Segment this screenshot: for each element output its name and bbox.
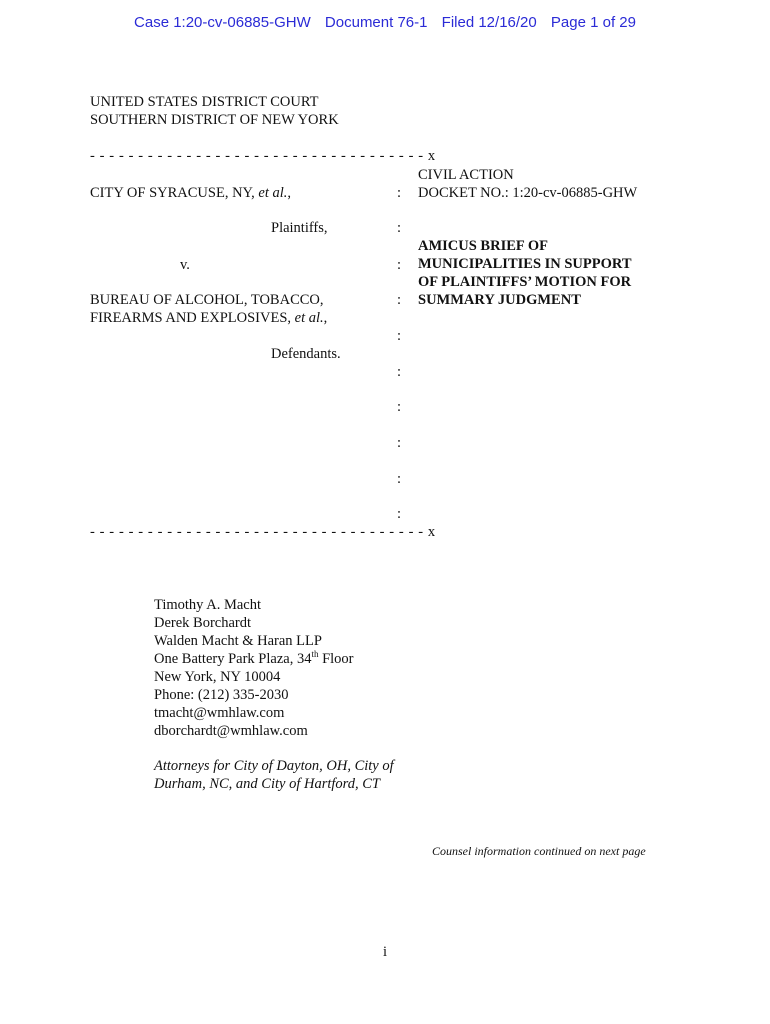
defendant-name-line1: BUREAU OF ALCOHOL, TOBACCO, [90, 292, 324, 308]
docket-number: DOCKET NO.: 1:20-cv-06885-GHW [418, 185, 638, 201]
brief-title-line: AMICUS BRIEF OF [418, 238, 548, 254]
attorneys-for-line1: Attorneys for City of Dayton, OH, City of [154, 758, 394, 774]
counsel-name: Timothy A. Macht [154, 597, 262, 613]
court-name-line1: UNITED STATES DISTRICT COURT [90, 94, 319, 110]
brief-title-line: MUNICIPALITIES IN SUPPORT [418, 256, 632, 272]
caption-colon: : [397, 292, 402, 308]
page-indicator: Page 1 of 29 [550, 14, 636, 31]
caption-colon: : [397, 506, 402, 522]
continued-note: Counsel information continued on next page [432, 844, 646, 858]
court-name-line2: SOUTHERN DISTRICT OF NEW YORK [90, 112, 339, 128]
defendants-label: Defendants. [271, 346, 341, 362]
defendant-name-line2: FIREARMS AND EXPLOSIVES, et al., [90, 310, 328, 326]
caption-divider-top: - - - - - - - - - - - - - - - - - - - - - - - - - - - - - - - - - - - x [90, 148, 436, 164]
counsel-email: dborchardt@wmhlaw.com [154, 723, 308, 739]
caption-colon: : [397, 257, 402, 273]
counsel-firm: Walden Macht & Haran LLP [154, 633, 322, 649]
versus: v. [180, 257, 190, 273]
counsel-address: One Battery Park Plaza, 34th Floor [154, 649, 354, 667]
plaintiffs-label: Plaintiffs, [271, 220, 328, 236]
caption-colon: : [397, 399, 402, 415]
counsel-phone: Phone: (212) 335-2030 [154, 687, 289, 703]
caption-colon: : [397, 185, 402, 201]
case-number: Case 1:20-cv-06885-GHW [134, 14, 311, 31]
plaintiff-et-al: et al. [258, 185, 288, 201]
page-number: i [383, 944, 388, 960]
defendant-et-al: et al. [294, 310, 324, 326]
counsel-city: New York, NY 10004 [154, 669, 281, 685]
counsel-name: Derek Borchardt [154, 615, 252, 631]
filed-date: Filed 12/16/20 [441, 14, 537, 31]
civil-action: CIVIL ACTION [418, 167, 514, 183]
attorneys-for-line2: Durham, NC, and City of Hartford, CT [154, 776, 380, 792]
brief-title-line: OF PLAINTIFFS’ MOTION FOR [418, 274, 632, 290]
caption-colon: : [397, 328, 402, 344]
caption-colon: : [397, 364, 402, 380]
plaintiff-name: CITY OF SYRACUSE, NY, et al., [90, 185, 292, 201]
caption-divider-bottom: - - - - - - - - - - - - - - - - - - - - - - - - - - - - - - - - - - - x [90, 524, 436, 540]
document-number: Document 76-1 [324, 14, 428, 31]
caption-colon: : [397, 220, 402, 236]
caption-colon: : [397, 435, 402, 451]
caption-colon: : [397, 471, 402, 487]
counsel-email: tmacht@wmhlaw.com [154, 705, 285, 721]
brief-title-line: SUMMARY JUDGMENT [418, 292, 581, 308]
case-header [0, 13, 770, 33]
